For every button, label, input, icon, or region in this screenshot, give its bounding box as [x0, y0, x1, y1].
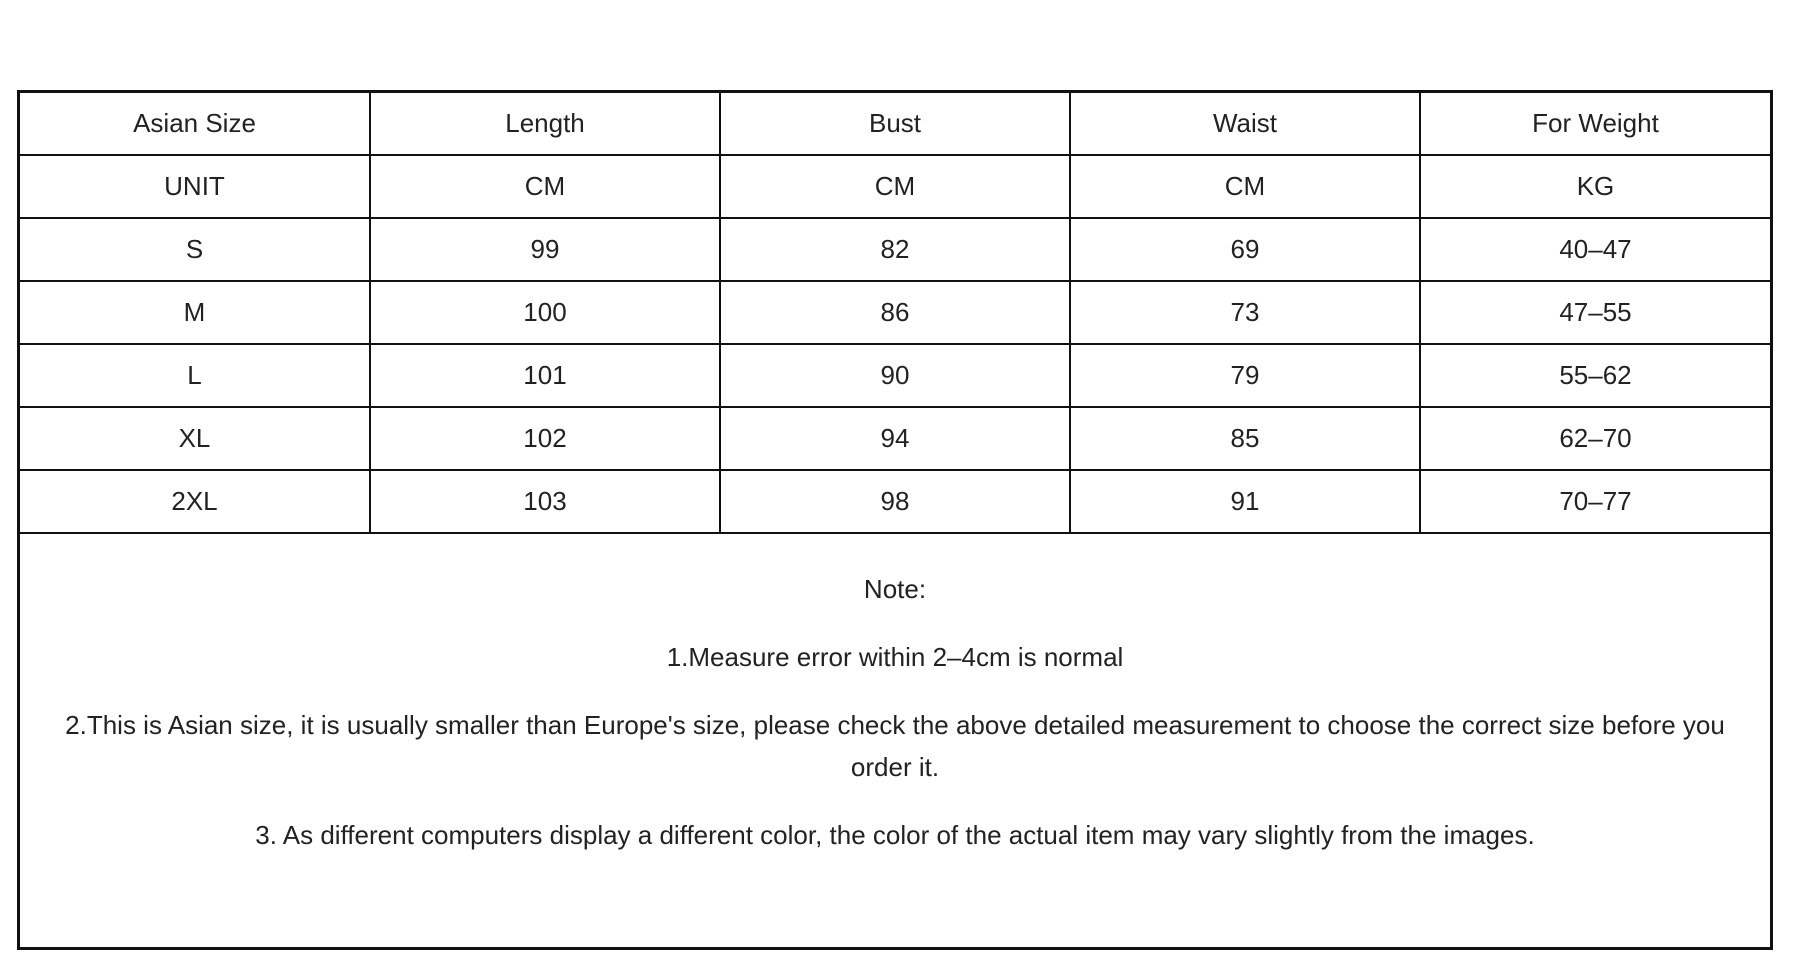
waist-cell: 73: [1070, 281, 1420, 344]
unit-cell: UNIT: [20, 155, 370, 218]
header-cell-waist: Waist: [1070, 93, 1420, 155]
unit-cell: CM: [370, 155, 720, 218]
table-row: [20, 218, 1770, 281]
note-item: 3. As different computers display a different color, the color of the actual item may vary slightly from the images.: [255, 820, 1535, 850]
size-label-cell: S: [20, 218, 370, 281]
note-item: 2.This is Asian size, it is usually smaller than Europe's size, please check the above detailed measurement to choose the correct size before you order it.: [65, 710, 1725, 782]
length-cell: 103: [370, 470, 720, 533]
unit-cell: KG: [1420, 155, 1770, 218]
size-label-cell: XL: [20, 407, 370, 470]
weight-cell: 40–47: [1420, 218, 1770, 281]
length-cell: 102: [370, 407, 720, 470]
notes-section: [20, 534, 1770, 947]
header-cell-weight: For Weight: [1420, 93, 1770, 155]
header-cell-bust: Bust: [720, 93, 1070, 155]
header-cell-size: Asian Size: [20, 93, 370, 155]
unit-cell: CM: [1070, 155, 1420, 218]
table-row: [20, 407, 1770, 470]
bust-cell: 90: [720, 344, 1070, 407]
waist-cell: 85: [1070, 407, 1420, 470]
size-label-cell: M: [20, 281, 370, 344]
header-row: [20, 93, 1770, 155]
waist-cell: 69: [1070, 218, 1420, 281]
weight-cell: 62–70: [1420, 407, 1770, 470]
waist-cell: 79: [1070, 344, 1420, 407]
bust-cell: 82: [720, 218, 1070, 281]
table-row: [20, 344, 1770, 407]
size-table: [20, 93, 1770, 534]
table-row: [20, 281, 1770, 344]
size-label-cell: L: [20, 344, 370, 407]
bust-cell: 94: [720, 407, 1070, 470]
size-label-cell: 2XL: [20, 470, 370, 533]
unit-cell: CM: [720, 155, 1070, 218]
weight-cell: 47–55: [1420, 281, 1770, 344]
table-row: [20, 470, 1770, 533]
notes-title: Note:: [863, 574, 927, 604]
header-cell-length: Length: [370, 93, 720, 155]
bust-cell: 86: [720, 281, 1070, 344]
waist-cell: 91: [1070, 470, 1420, 533]
unit-row: [20, 155, 1770, 218]
length-cell: 99: [370, 218, 720, 281]
weight-cell: 55–62: [1420, 344, 1770, 407]
bust-cell: 98: [720, 470, 1070, 533]
note-item: 1.Measure error within 2–4cm is normal: [666, 642, 1124, 672]
length-cell: 100: [370, 281, 720, 344]
weight-cell: 70–77: [1420, 470, 1770, 533]
size-chart: [17, 90, 1773, 950]
length-cell: 101: [370, 344, 720, 407]
